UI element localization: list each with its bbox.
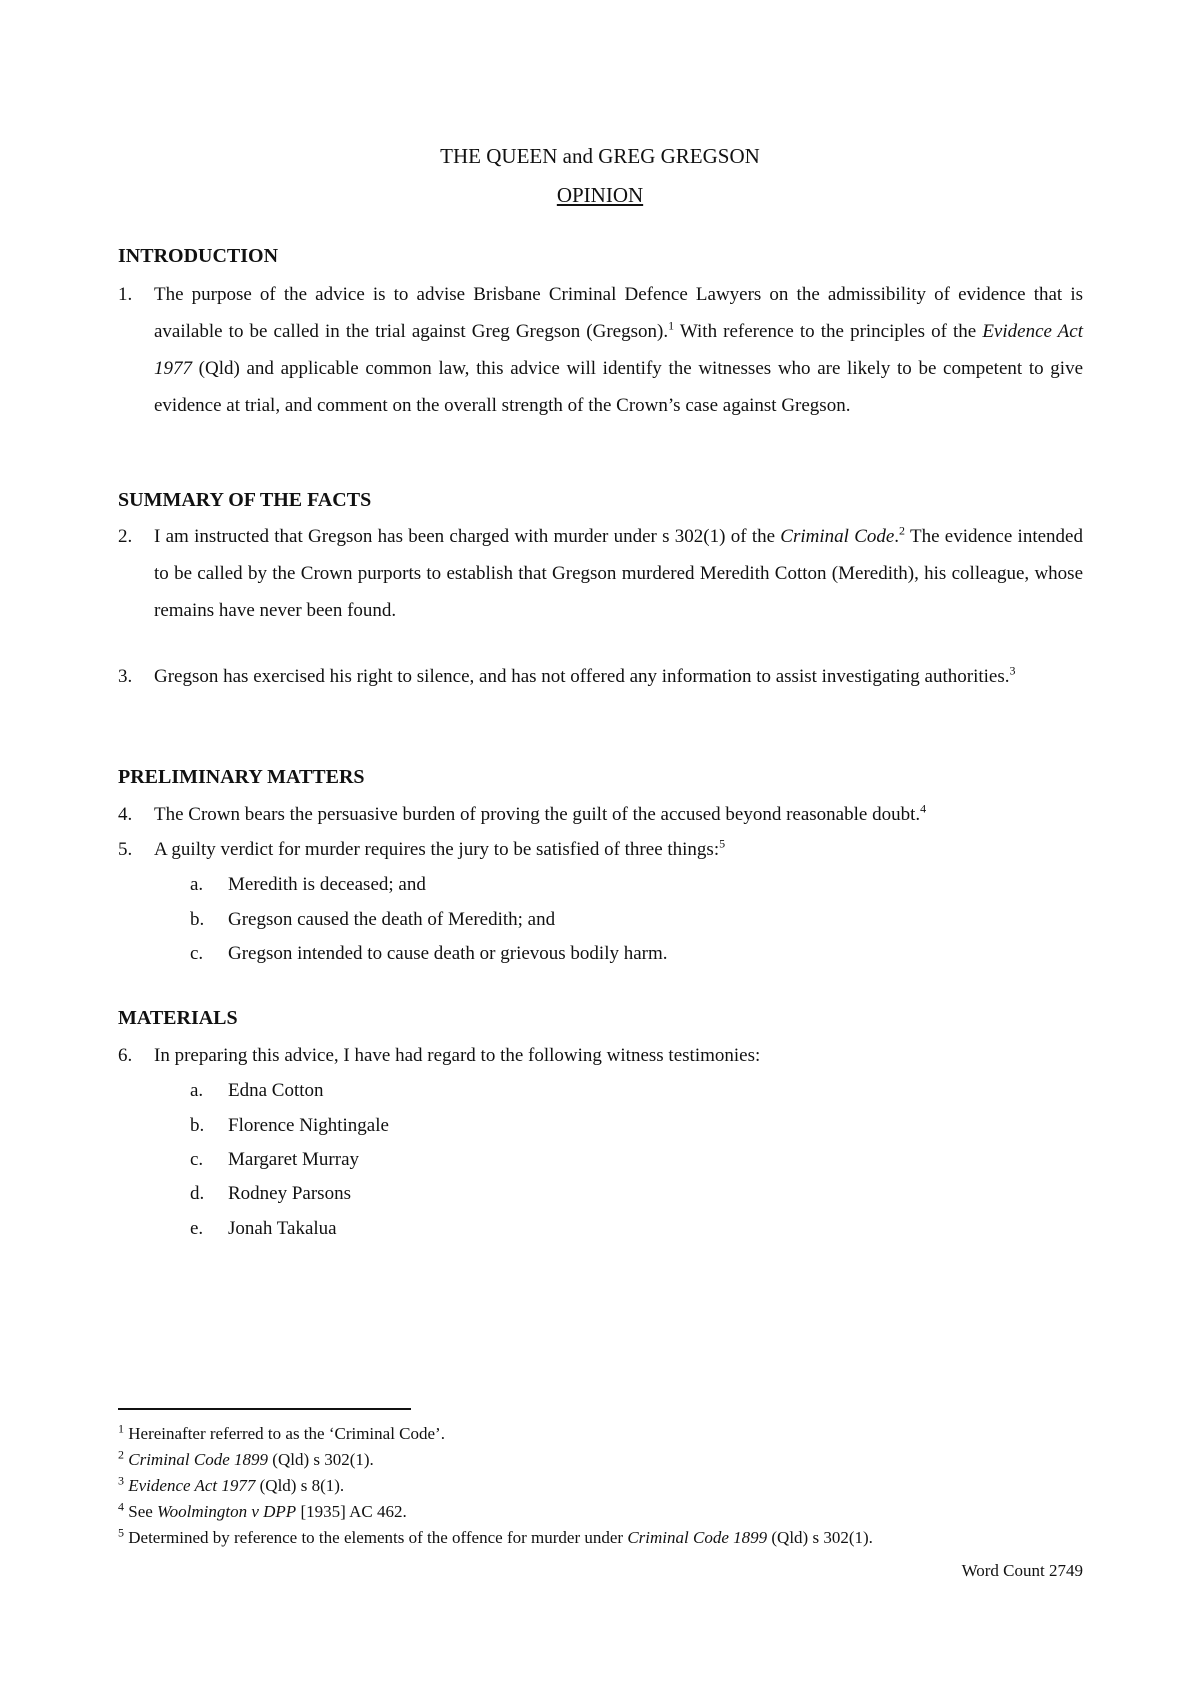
footnote-number: 2 <box>118 1447 124 1462</box>
footnote-3 <box>118 1472 344 1499</box>
footnote-separator <box>118 1408 411 1410</box>
paragraph-body <box>154 831 1083 868</box>
footnote-4 <box>118 1498 407 1525</box>
paragraph-number: 5. <box>118 839 133 860</box>
document-title: THE QUEEN and GREG GREGSON <box>440 144 760 168</box>
list-text: Edna Cotton <box>228 1080 324 1101</box>
paragraph-number: 4. <box>118 804 133 825</box>
heading-summary-of-facts: SUMMARY OF THE FACTS <box>118 489 372 511</box>
paragraph-4 <box>118 796 1083 833</box>
list-item <box>190 935 668 972</box>
list-letter: c. <box>190 943 204 964</box>
paragraph-number: 1. <box>118 284 133 305</box>
footnote-ref: 1 <box>668 318 675 333</box>
paragraph-body <box>154 796 1083 833</box>
statute-title: Criminal Code 1899 <box>128 1450 269 1469</box>
heading-preliminary-matters: PRELIMINARY MATTERS <box>118 766 365 788</box>
paragraph-2 <box>118 518 1083 629</box>
list-text: Margaret Murray <box>228 1149 360 1170</box>
document-subtitle: OPINION <box>556 183 644 207</box>
paragraph-text: The purpose of the advice is to advise Brisbane Criminal Defence Lawyers on the admissibility of evidence that is available to be called in the trial against Greg Gregson (Gregson). <box>154 284 1083 342</box>
paragraph-5 <box>118 831 1083 868</box>
case-name: Woolmington v DPP <box>157 1502 297 1521</box>
footnote-number: 3 <box>118 1473 124 1488</box>
list-letter: e. <box>190 1218 204 1239</box>
statute-title: Criminal Code <box>780 526 895 547</box>
paragraph-number: 3. <box>118 666 133 687</box>
footnote-ref: 5 <box>719 836 726 851</box>
paragraph-body <box>154 518 1083 629</box>
paragraph-text: The evidence intended to be called by the Crown purports to establish that Gregson murdered Meredith Cotton (Meredith), his colleague, whose remains have never been found. <box>154 526 1083 621</box>
paragraph-text: (Qld) and applicable common law, this advice will identify the witnesses who are likely to be competent to give evidence at trial, and comment on the overall strength of the Crown’s case against Gregson. <box>154 358 1083 416</box>
footnote-text: See <box>124 1502 158 1521</box>
paragraph-text: With reference to the principles of the <box>674 321 983 342</box>
list-letter: a. <box>190 1080 204 1101</box>
paragraph-text: Gregson has exercised his right to silence, and has not offered any information to assist investigating authorities. <box>154 666 1010 687</box>
footnote-text: Hereinafter referred to as the ‘Criminal Code’. <box>124 1424 445 1443</box>
list-item <box>190 1141 359 1178</box>
statute-title: Criminal Code 1899 <box>627 1528 768 1547</box>
list-letter: a. <box>190 874 204 895</box>
word-count: Word Count 2749 <box>961 1561 1083 1580</box>
paragraph-6 <box>118 1037 1083 1074</box>
footnote-ref: 2 <box>899 523 906 538</box>
footnote-number: 5 <box>118 1525 124 1540</box>
footnote-text: (Qld) s 8(1). <box>255 1476 345 1495</box>
list-item <box>190 1072 324 1109</box>
list-letter: d. <box>190 1183 205 1204</box>
footnote-number: 1 <box>118 1421 124 1436</box>
list-text: Meredith is deceased; and <box>228 874 426 895</box>
footnote-ref: 4 <box>920 801 927 816</box>
list-letter: c. <box>190 1149 204 1170</box>
paragraph-body <box>154 658 1083 695</box>
list-item <box>190 1175 351 1212</box>
paragraph-text: The Crown bears the persuasive burden of proving the guilt of the accused beyond reasonable doubt. <box>154 804 921 825</box>
footnote-text: (Qld) s 302(1). <box>268 1450 374 1469</box>
paragraph-text: A guilty verdict for murder requires the jury to be satisfied of three things: <box>154 839 720 860</box>
list-text: Florence Nightingale <box>228 1115 389 1136</box>
footnote-text: Determined by reference to the elements of the offence for murder under <box>124 1528 628 1547</box>
list-letter: b. <box>190 909 205 930</box>
list-letter: b. <box>190 1115 205 1136</box>
list-item <box>190 1107 389 1144</box>
paragraph-body <box>154 276 1083 424</box>
list-item <box>190 901 555 938</box>
footnote-2 <box>118 1446 374 1473</box>
paragraph-3 <box>118 658 1083 695</box>
list-item <box>190 866 426 903</box>
list-text: Gregson caused the death of Meredith; and <box>228 909 556 930</box>
paragraph-text: . <box>894 526 900 547</box>
footnote-5 <box>118 1524 873 1551</box>
paragraph-1 <box>118 276 1083 424</box>
paragraph-text: In preparing this advice, I have had regard to the following witness testimonies: <box>154 1045 761 1066</box>
paragraph-number: 2. <box>118 526 133 547</box>
paragraph-text: I am instructed that Gregson has been charged with murder under s 302(1) of the <box>154 526 781 547</box>
heading-materials: MATERIALS <box>118 1007 238 1029</box>
statute-title: Evidence Act 1977 <box>128 1476 256 1495</box>
footnote-text: (Qld) s 302(1). <box>767 1528 873 1547</box>
list-item <box>190 1210 337 1247</box>
footnote-text: [1935] AC 462. <box>296 1502 407 1521</box>
paragraph-body <box>154 1037 1083 1074</box>
list-text: Gregson intended to cause death or grievous bodily harm. <box>228 943 668 964</box>
heading-introduction: INTRODUCTION <box>118 245 279 267</box>
statute-title: Evidence Act 1977 <box>154 321 1083 379</box>
footnote-number: 4 <box>118 1499 124 1514</box>
list-text: Jonah Takalua <box>228 1218 337 1239</box>
paragraph-number: 6. <box>118 1045 133 1066</box>
footnote-1 <box>118 1420 445 1447</box>
footnote-ref: 3 <box>1009 663 1016 678</box>
list-text: Rodney Parsons <box>228 1183 351 1204</box>
